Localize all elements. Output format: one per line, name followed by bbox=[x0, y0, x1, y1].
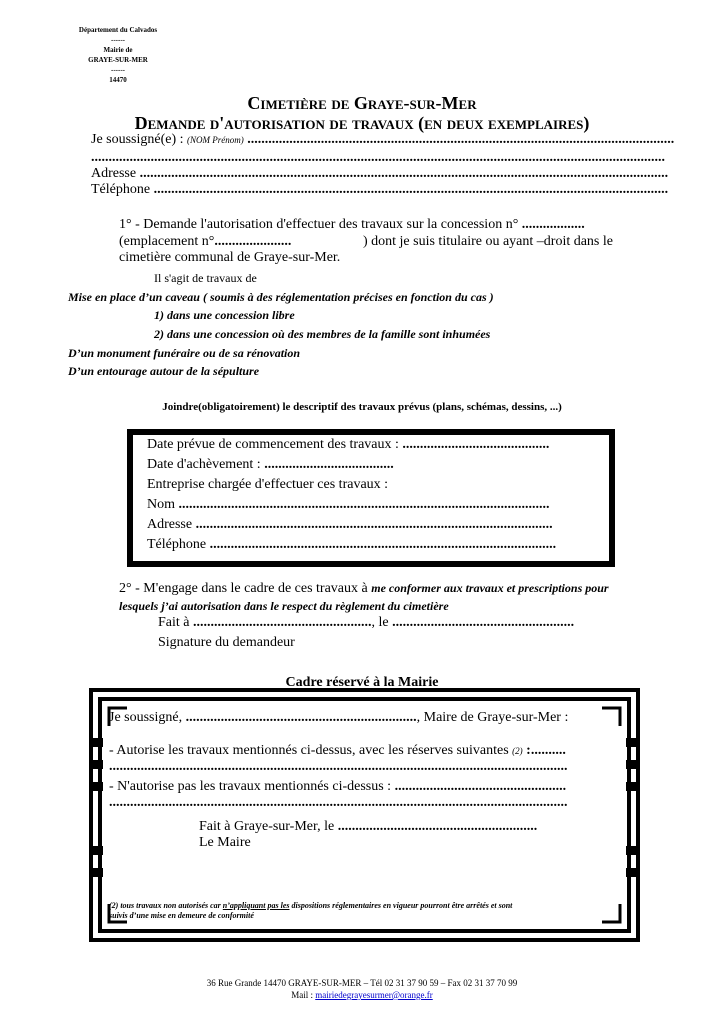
works-intro: Il s'agit de travaux de bbox=[154, 271, 257, 285]
dotted-leader: ................................................................................................... bbox=[206, 537, 557, 552]
department-label: Département du Calvados bbox=[78, 26, 158, 34]
company-label: Entreprise chargée d'effectuer ces travaux : bbox=[147, 477, 389, 492]
section2-line2: lesquels j’ai autorisation dans le respect du règlement du cimetière bbox=[119, 599, 449, 613]
dotted-leader: .......................................... bbox=[398, 437, 550, 452]
refusal-reason-field[interactable] bbox=[109, 795, 619, 811]
dotted-leader: ......................................................... bbox=[334, 819, 538, 834]
applicant-place-date-field[interactable] bbox=[158, 615, 574, 631]
works-subitem-famille[interactable]: 2) dans une concession où des membres de la famille sont inhumées bbox=[154, 327, 491, 341]
company-name-label: Nom bbox=[147, 497, 175, 512]
dotted-leader: ................................................................................................................................... bbox=[109, 759, 568, 774]
mayor-name-field[interactable] bbox=[109, 710, 619, 726]
mayor-fait-label: Fait à Graye-sur-Mer, le bbox=[199, 819, 335, 834]
dotted-leader: .................................................................................................................................................................... bbox=[91, 150, 665, 165]
dotted-leader: ................................................................................................................................................... bbox=[150, 182, 669, 197]
footnote-underlined: n’appliquant pas les bbox=[222, 901, 290, 910]
works-details-box bbox=[127, 429, 615, 567]
authorise-option[interactable] bbox=[109, 743, 619, 759]
mairie-reserved-frame bbox=[89, 688, 640, 942]
dotted-leader: ....................................................................................................................................................... bbox=[136, 166, 669, 181]
section2-line1b: me conformer aux travaux et prescriptions pour bbox=[371, 581, 609, 595]
mayor-role-label: , Maire de Graye-sur-Mer : bbox=[416, 710, 569, 725]
footer-mail bbox=[0, 990, 724, 1000]
footnote-ref: (2) bbox=[512, 746, 523, 756]
company-phone-field[interactable] bbox=[147, 537, 556, 553]
applicant-address-field[interactable] bbox=[91, 166, 669, 182]
section1-line2a: (emplacement n° bbox=[119, 234, 215, 249]
le-label: , le bbox=[371, 615, 389, 630]
email-link[interactable]: mairiedegrayesurmer@orange.fr bbox=[315, 990, 433, 1000]
header-separator: ------ bbox=[111, 66, 125, 74]
section1-line1: 1° - Demande l'autorisation d'effectuer des travaux sur la concession n° bbox=[119, 217, 519, 232]
dotted-leader: ................................................................................................................................... bbox=[109, 795, 568, 810]
footnote bbox=[109, 901, 619, 921]
dotted-leader: .......................................................................................................... bbox=[175, 497, 550, 512]
applicant-name-label: Je soussigné(e) : bbox=[91, 132, 188, 147]
dotted-leader: .................. bbox=[518, 217, 585, 232]
applicant-address-label: Adresse bbox=[91, 166, 137, 181]
header-block bbox=[62, 25, 174, 85]
applicant-phone-field[interactable] bbox=[91, 182, 669, 198]
fait-label: Fait à bbox=[158, 615, 190, 630]
end-date-field[interactable] bbox=[147, 457, 394, 473]
dotted-leader: .................................................... bbox=[388, 615, 575, 630]
dotted-leader: ...................................................................................................... bbox=[192, 517, 553, 532]
applicant-name-continued-field[interactable] bbox=[91, 150, 665, 166]
applicant-name-hint: (NOM Prénom) bbox=[187, 135, 244, 145]
footnote-part: dispositions réglementaires en vigueur pourront être arrêtés et sont bbox=[289, 901, 513, 910]
section2-line1a: 2° - M'engage dans le cadre de ces travaux à bbox=[119, 581, 372, 596]
works-item-entourage[interactable]: D’un entourage autour de la sépulture bbox=[68, 364, 260, 378]
applicant-signature-label: Signature du demandeur bbox=[158, 635, 295, 650]
company-address-field[interactable] bbox=[147, 517, 553, 533]
mairie-box-title: Cadre réservé à la Mairie bbox=[285, 675, 439, 690]
company-name-field[interactable] bbox=[147, 497, 550, 513]
header-separator: ------ bbox=[111, 36, 125, 44]
start-date-label: Date prévue de commencement des travaux : bbox=[147, 437, 399, 452]
works-item-monument[interactable]: D’un monument funéraire ou de sa rénovation bbox=[68, 346, 301, 360]
works-subitem-libre[interactable]: 1) dans une concession libre bbox=[154, 308, 295, 322]
dotted-leader: .......................................................................................................................... bbox=[243, 132, 675, 147]
authorise-label: - Autorise les travaux mentionnés ci-dessus, avec les réserves suivantes bbox=[109, 743, 509, 758]
dotted-leader: ...................... bbox=[214, 234, 292, 249]
postal-code: 14470 bbox=[109, 76, 127, 84]
page-subtitle: Demande d'autorisation de travaux (en deux exemplaires) bbox=[134, 113, 590, 133]
mayor-label: Je soussigné, bbox=[109, 710, 183, 725]
dotted-leader: ................................................. bbox=[391, 779, 567, 794]
not-authorise-option[interactable] bbox=[109, 779, 619, 795]
reserves-field[interactable] bbox=[109, 759, 619, 775]
emplacement-field[interactable] bbox=[119, 234, 613, 250]
footer-address: 36 Rue Grande 14470 GRAYE-SUR-MER – Tél 02 31 37 90 59 – Fax 02 31 37 70 99 bbox=[206, 978, 518, 988]
section1-line2b: ) dont je suis titulaire ou ayant –droit dans le bbox=[362, 234, 613, 249]
commune-label: GRAYE-SUR-MER bbox=[88, 56, 148, 64]
mayor-signature-label: Le Maire bbox=[199, 835, 251, 850]
applicant-name-field[interactable] bbox=[91, 132, 675, 148]
mayor-date-field[interactable] bbox=[199, 819, 537, 835]
attachments-note: Joindre(obligatoirement) le descriptif des travaux prévus (plans, schémas, dessins, ...) bbox=[162, 401, 562, 413]
dotted-leader: .................................................................. bbox=[182, 710, 417, 725]
page-title: Cimetière de Graye-sur-Mer bbox=[247, 93, 477, 113]
company-address-label: Adresse bbox=[147, 517, 193, 532]
start-date-field[interactable] bbox=[147, 437, 549, 453]
mail-label: Mail : bbox=[291, 990, 316, 1000]
end-date-label: Date d'achèvement : bbox=[147, 457, 261, 472]
company-phone-label: Téléphone bbox=[147, 537, 207, 552]
section1-line3: cimetière communal de Graye-sur-Mer. bbox=[119, 250, 341, 265]
not-authorise-label: - N'autorise pas les travaux mentionnés ci-dessus : bbox=[109, 779, 392, 794]
dotted-leader: ..................................... bbox=[260, 457, 394, 472]
concession-number-field[interactable] bbox=[119, 217, 613, 233]
mairie-label: Mairie de bbox=[103, 46, 133, 54]
works-item-caveau[interactable]: Mise en place d’un caveau ( soumis à des réglementation précises en fonction du cas ) bbox=[68, 290, 494, 304]
footnote-part: suivis d’une mise en demeure de conformité bbox=[109, 911, 254, 920]
footnote-part: (2) tous travaux non autorisés car bbox=[109, 901, 223, 910]
applicant-phone-label: Téléphone bbox=[91, 182, 151, 197]
dotted-leader: :.......... bbox=[522, 743, 566, 758]
dotted-leader: ................................................... bbox=[189, 615, 372, 630]
section2-line1 bbox=[119, 581, 609, 597]
